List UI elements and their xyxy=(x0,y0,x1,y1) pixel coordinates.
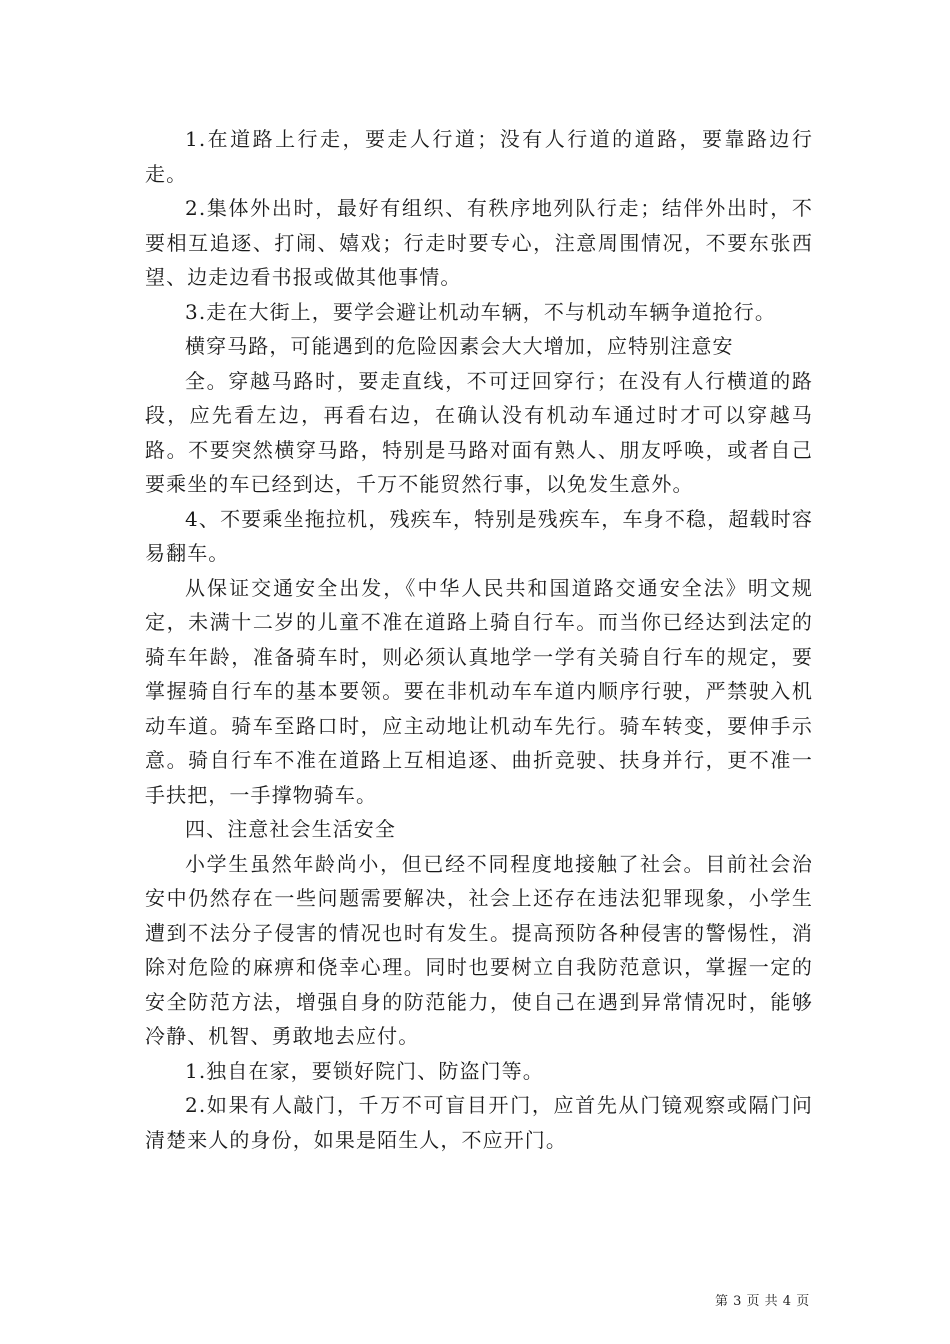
paragraph-knocking-door: 2.如果有人敲门，千万不可盲目开门，应首先从门镜观察或隔门问清楚来人的身份，如果是陌生人，不应开门。 xyxy=(145,1093,813,1152)
paragraph-crossing-road-intro: 横穿马路，可能遇到的危险因素会大大增加，应特别注意安 xyxy=(185,334,734,358)
paragraph-social-safety: 小学生虽然年龄尚小，但已经不同程度地接触了社会。目前社会治安中仍然存在一些问题需要解决，社会上还存在违法犯罪现象，小学生遭到不法分子侵害的情况也时有发生。提高预防各种侵害的警惕性，消除对危险的麻痹和侥幸心理。同时也要树立自我防范意识，掌握一定的安全防范方法，增强自身的防范能力，使自己在遇到异常情况时，能够冷静、机智、勇敢地去应付。 xyxy=(145,851,813,1048)
paragraph-avoid-vehicles: 3.走在大街上，要学会避让机动车辆，不与机动车辆争道抢行。 xyxy=(185,299,776,324)
paragraph-cycling-rules: 从保证交通安全出发，《中华人民共和国道路交通安全法》明文规定，未满十二岁的儿童不准在道路上骑自行车。而当你已经达到法定的骑车年龄，准备骑车时，则必须认真地学一学有关骑自行车的规定，要掌握骑自行车的基本要领。要在非机动车车道内顺序行驶，严禁驶入机动车道。骑车至路口时，应主动地让机动车先行。骑车转变，要伸手示意。骑自行车不准在道路上互相追逐、曲折竞驶、扶身并行，更不准一手扶把，一手撑物骑车。 xyxy=(145,575,813,807)
page-number-footer: 第 3 页 共 4 页 xyxy=(715,1294,810,1309)
paragraph-crossing-road-detail: 全。穿越马路时，要走直线，不可迂回穿行；在没有人行横道的路段，应先看左边，再看右边，在确认没有机动车通过时才可以穿越马路。不要突然横穿马路，特别是马路对面有熟人、朋友呼唤，或者自己要乘坐的车已经到达，千万不能贸然行事，以免发生意外。 xyxy=(145,368,813,496)
section-heading-social-safety: 四、注意社会生活安全 xyxy=(185,817,396,841)
paragraph-alone-at-home: 1.独自在家，要锁好院门、防盗门等。 xyxy=(185,1058,544,1083)
paragraph-group-outing: 2.集体外出时，最好有组织、有秩序地列队行走；结伴外出时，不要相互追逐、打闹、嬉戏；行走时要专心，注意周围情况，不要东张西望、边走边看书报或做其他事情。 xyxy=(145,196,813,289)
paragraph-no-tractor: 4、不要乘坐拖拉机，残疾车，特别是残疾车，车身不稳，超载时容易翻车。 xyxy=(145,506,813,565)
paragraph-walking-sidewalk: 1.在道路上行走，要走人行道；没有人行道的道路，要靠路边行走。 xyxy=(145,127,813,186)
document-page xyxy=(145,122,813,1157)
